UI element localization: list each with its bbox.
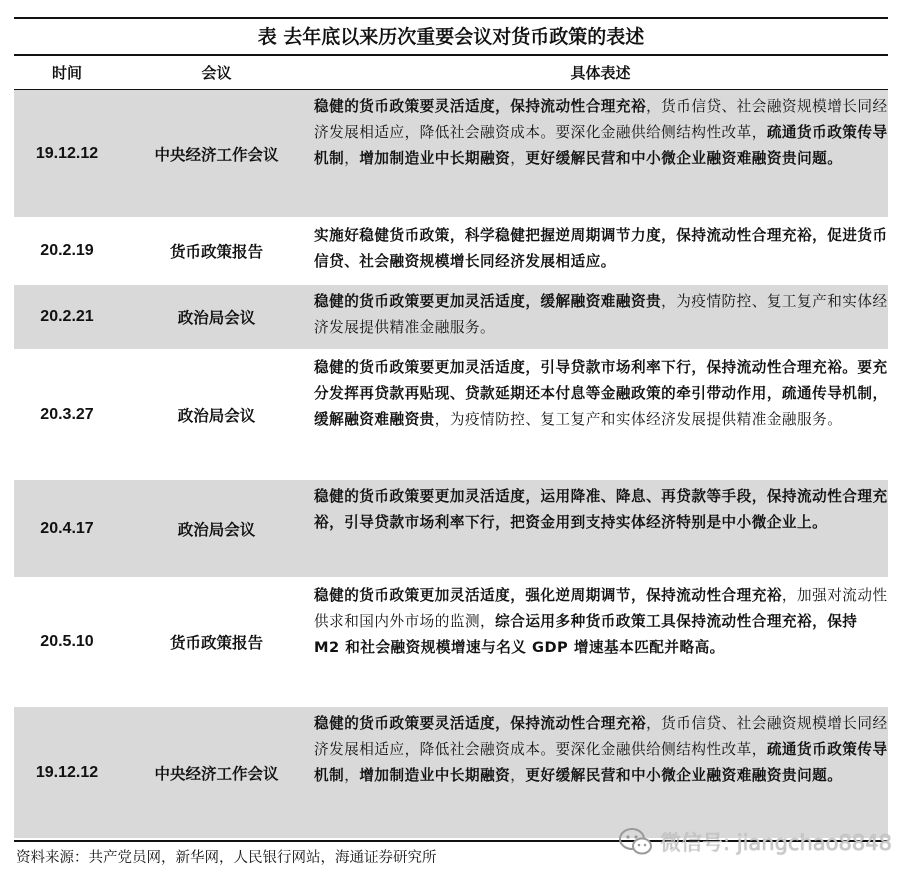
source-note: 资料来源：共产党员网，新华网，人民银行网站，海通证券研究所: [16, 850, 437, 866]
description-segment: 稳健的货币政策要更加灵活适度，引导贷款市场利率下行，保持流动性合理充裕。要充分发挥再贷款再贴现、贷款延期还本付息等金融政策的牵引带动作用，疏通传导机制，缓解融资难融资贵: [314, 359, 888, 428]
row-meeting: 政治局会议: [177, 406, 256, 425]
description-segment: 更好缓解民营和中小微企业融资难融资贵问题。: [525, 150, 843, 167]
wechat-icon: [618, 827, 654, 857]
description-segment: ，加强对流动性供求和国内外市场的监测，: [314, 587, 888, 630]
description-segment: 更好缓解民营和中小微企业融资难融资贵问题。: [525, 767, 843, 784]
description-segment: ，: [510, 150, 526, 167]
description-segment: 稳健的货币政策更加灵活适度，强化逆周期调节，保持流动性合理充裕: [314, 587, 782, 604]
description-segment: 稳健的货币政策要灵活适度，保持流动性合理充裕: [314, 98, 647, 115]
row-description: [314, 289, 888, 341]
row-date: 19.12.12: [35, 144, 99, 162]
title-rule: [14, 54, 888, 56]
row-description: [314, 711, 888, 789]
row-meeting: 政治局会议: [177, 520, 256, 539]
description-segment: ，货币信贷、社会融资规模增长同经济发展相适应，降低社会融资成本。要深化金融供给侧结构性改革，: [314, 715, 888, 758]
row-description: [314, 94, 888, 172]
table-row: [14, 90, 888, 219]
row-description: [314, 484, 888, 536]
description-segment: ，货币信贷、社会融资规模增长同经济发展相适应，降低社会融资成本。要深化金融供给侧结构性改革，: [314, 98, 888, 141]
table-row: [14, 351, 888, 480]
row-meeting: 中央经济工作会议: [154, 145, 279, 164]
header-desc: 具体表述: [570, 64, 631, 82]
description-segment: 稳健的货币政策要更加灵活适度，缓解融资难融资贵: [314, 293, 662, 310]
table-row: [14, 285, 888, 351]
description-segment: 综合运用多种货币政策工具保持流动性合理充裕，保持 M2 和社会融资规模增速与名义 GDP 增速基本匹配并略高。: [314, 613, 858, 656]
description-segment: ，: [344, 767, 360, 784]
table-row: [14, 219, 888, 285]
description-segment: ，为疫情防控、复工复产和实体经济发展提供精准金融服务。: [314, 293, 888, 336]
table-row: [14, 579, 888, 707]
row-description: [314, 355, 888, 433]
table-row: [14, 480, 888, 579]
description-segment: 实施好稳健货币政策，科学稳健把握逆周期调节力度，保持流动性合理充裕，促进货币信贷、社会融资规模增长同经济发展相适应。: [314, 227, 888, 270]
row-date: 19.12.12: [35, 763, 99, 781]
row-meeting: 货币政策报告: [169, 243, 263, 261]
description-segment: 增加制造业中长期融资: [359, 150, 511, 167]
description-segment: ，为疫情防控、复工复产和实体经济发展提供精准金融服务。: [434, 411, 843, 428]
description-segment: 增加制造业中长期融资: [359, 767, 511, 784]
table-row: [14, 707, 888, 840]
row-description: [314, 583, 888, 661]
row-description: [314, 223, 888, 275]
row-date: 20.3.27: [40, 405, 94, 423]
header-time: 时间: [51, 64, 82, 82]
row-date: 20.2.21: [40, 308, 94, 325]
row-meeting: 政治局会议: [177, 309, 256, 327]
description-segment: ，: [344, 150, 360, 167]
row-date: 20.2.19: [40, 242, 94, 259]
description-segment: 稳健的货币政策要更加灵活适度，运用降准、降息、再贷款等手段，保持流动性合理充裕，引导贷款市场利率下行，把资金用到支持实体经济特别是中小微企业上。: [314, 488, 888, 531]
watermark: [618, 822, 898, 862]
description-segment: 疏通货币政策传导机制: [314, 741, 888, 784]
description-segment: 稳健的货币政策要灵活适度，保持流动性合理充裕: [314, 715, 647, 732]
row-date: 20.5.10: [40, 633, 94, 650]
description-segment: 疏通货币政策传导机制: [314, 124, 888, 167]
table-top-rule: [14, 17, 888, 19]
row-meeting: 中央经济工作会议: [154, 764, 279, 783]
row-meeting: 货币政策报告: [169, 634, 263, 652]
watermark-text: 微信号: jiangchao8848: [660, 831, 892, 855]
row-date: 20.4.17: [40, 519, 94, 537]
description-segment: ，: [510, 767, 526, 784]
header-meeting: 会议: [201, 64, 232, 82]
table-title: 表 去年底以来历次重要会议对货币政策的表述: [257, 26, 645, 48]
table-header: [14, 57, 888, 89]
